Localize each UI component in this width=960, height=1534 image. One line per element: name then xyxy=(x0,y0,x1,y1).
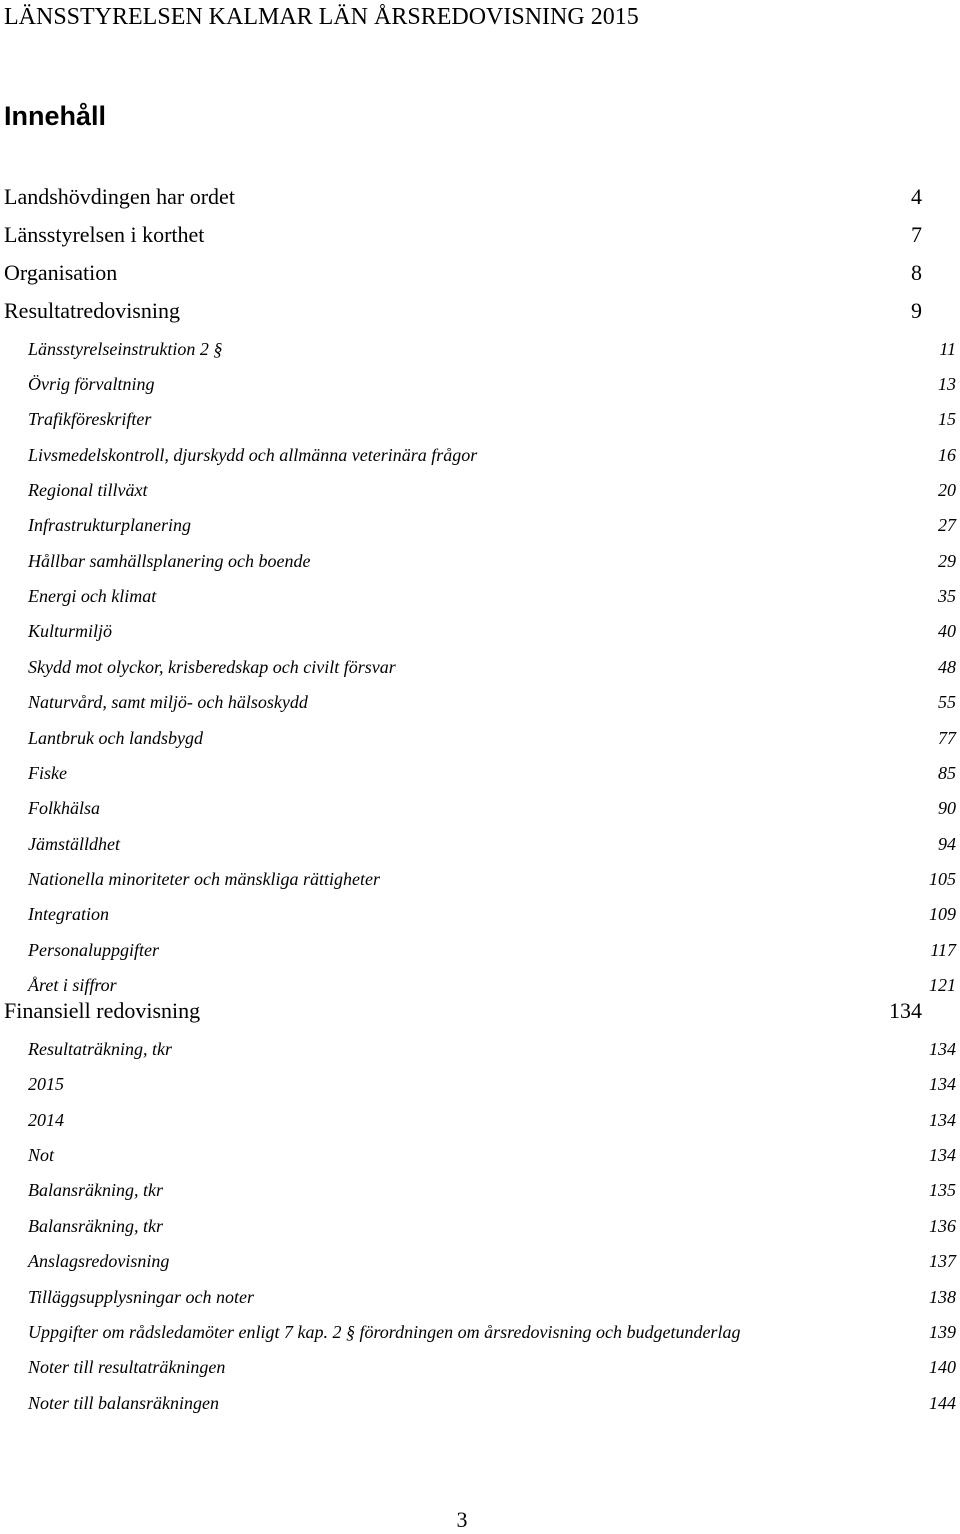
toc-entry-livsmedelskontroll[interactable] xyxy=(28,442,956,468)
toc-entry-page: 85 xyxy=(938,763,956,783)
toc-entry-page: 139 xyxy=(929,1322,956,1342)
toc-entry-radsledamoter[interactable] xyxy=(28,1319,956,1345)
page-number: 3 xyxy=(456,1507,468,1532)
toc-entry-page: 35 xyxy=(938,586,956,606)
toc-entry-label: Trafikföreskrifter xyxy=(28,409,152,429)
toc-entry-ovrig-forvaltning[interactable] xyxy=(28,371,956,397)
toc-entry-jamstalldhet[interactable] xyxy=(28,831,956,857)
toc-entry-page: 90 xyxy=(938,798,956,818)
toc-entry-label: Landshövdingen har ordet xyxy=(4,184,235,209)
toc-entry-label: Länsstyrelseinstruktion 2 § xyxy=(28,339,223,359)
toc-entry-label: Balansräkning, tkr xyxy=(28,1216,163,1236)
toc-entry-page: 135 xyxy=(929,1180,956,1200)
toc-entry-skydd-mot-olyckor[interactable] xyxy=(28,654,956,680)
toc-entry-personaluppgifter[interactable] xyxy=(28,937,956,963)
toc-entry-label: Not xyxy=(28,1145,55,1165)
toc-entry-energi-och-klimat[interactable] xyxy=(28,583,956,609)
toc-entry-page: 134 xyxy=(929,1074,956,1094)
toc-entry-label: Kulturmiljö xyxy=(28,621,113,641)
toc-entry-label: Organisation xyxy=(4,260,118,285)
toc-entry-label: Uppgifter om rådsledamöter enligt 7 kap. 2 § förordningen om årsredovisning och budgetunderlag xyxy=(28,1322,741,1342)
toc-entry-page: 134 xyxy=(929,1039,956,1059)
toc-entry-lansstyrelsen-i-korthet[interactable] xyxy=(4,220,922,250)
toc-entry-page: 137 xyxy=(929,1251,956,1271)
toc-entry-anslagsredovisning[interactable] xyxy=(28,1248,956,1274)
toc-entry-label: Noter till resultaträkningen xyxy=(28,1357,226,1377)
toc-entry-label: Integration xyxy=(28,904,109,924)
toc-entry-fiske[interactable] xyxy=(28,760,956,786)
toc-entry-label: Livsmedelskontroll, djurskydd och allmänna veterinära frågor xyxy=(28,445,478,465)
toc-entry-label: Anslagsredovisning xyxy=(28,1251,170,1271)
toc-entry-page: 109 xyxy=(929,904,956,924)
toc-entry-2015[interactable] xyxy=(28,1071,956,1097)
toc-entry-page: 134 xyxy=(889,998,922,1023)
toc-entry-page: 134 xyxy=(929,1110,956,1130)
toc-entry-page: 94 xyxy=(938,834,956,854)
toc-entry-regional-tillvaxt[interactable] xyxy=(28,477,956,503)
toc-entry-lansstyrelseinstruktion[interactable] xyxy=(28,336,956,362)
toc-entry-page: 8 xyxy=(911,260,922,285)
toc-entry-label: Övrig förvaltning xyxy=(28,374,155,394)
toc-entry-trafikforeskrifter[interactable] xyxy=(28,406,956,432)
toc-entry-label: Tilläggsupplysningar och noter xyxy=(28,1287,255,1307)
toc-entry-page: 4 xyxy=(911,184,922,209)
toc-entry-label: Lantbruk och landsbygd xyxy=(28,728,203,748)
toc-entry-page: 16 xyxy=(938,445,956,465)
toc-entry-balansrakning-136[interactable] xyxy=(28,1213,956,1239)
toc-title: Innehåll xyxy=(4,101,107,131)
toc-entry-label: Året i siffror xyxy=(28,975,117,995)
toc-entry-label: Balansräkning, tkr xyxy=(28,1180,163,1200)
toc-entry-balansrakning-135[interactable] xyxy=(28,1177,956,1203)
toc-entry-label: Länsstyrelsen i korthet xyxy=(4,222,205,247)
toc-entry-organisation[interactable] xyxy=(4,258,922,288)
toc-entry-page: 105 xyxy=(929,869,956,889)
toc-entry-infrastrukturplanering[interactable] xyxy=(28,512,956,538)
toc-entry-label: Finansiell redovisning xyxy=(4,998,201,1023)
toc-entry-page: 20 xyxy=(938,480,956,500)
toc-entry-noter-balansrakningen[interactable] xyxy=(28,1390,956,1416)
toc-entry-page: 13 xyxy=(938,374,956,394)
toc-entry-page: 77 xyxy=(938,728,956,748)
toc-entry-label: Regional tillväxt xyxy=(28,480,148,500)
toc-entry-page: 140 xyxy=(929,1357,956,1377)
toc-entry-label: Skydd mot olyckor, krisberedskap och civilt försvar xyxy=(28,657,396,677)
toc-entry-landshovdingen[interactable] xyxy=(4,182,922,212)
toc-entry-label: Resultaträkning, tkr xyxy=(28,1039,172,1059)
toc-entry-lantbruk-och-landsbygd[interactable] xyxy=(28,725,956,751)
toc-entry-page: 29 xyxy=(938,551,956,571)
toc-entry-2014[interactable] xyxy=(28,1107,956,1133)
toc-entry-label: Naturvård, samt miljö- och hälsoskydd xyxy=(28,692,308,712)
toc-entry-label: Resultatredovisning xyxy=(4,298,180,323)
toc-entry-label: Personaluppgifter xyxy=(28,940,159,960)
toc-entry-page: 40 xyxy=(938,621,956,641)
toc-entry-page: 7 xyxy=(911,222,922,247)
toc-entry-label: Energi och klimat xyxy=(28,586,157,606)
toc-entry-label: Infrastrukturplanering xyxy=(28,515,192,535)
toc-entry-page: 27 xyxy=(938,515,956,535)
toc-entry-label: Jämställdhet xyxy=(28,834,120,854)
toc-entry-label: 2014 xyxy=(28,1110,64,1130)
toc-entry-label: Folkhälsa xyxy=(28,798,100,818)
toc-entry-page: 138 xyxy=(929,1287,956,1307)
toc-entry-resultatrakning[interactable] xyxy=(28,1036,956,1062)
toc-entry-resultatredovisning[interactable] xyxy=(4,296,922,326)
toc-entry-label: Hållbar samhällsplanering och boende xyxy=(28,551,311,571)
toc-entry-page: 15 xyxy=(938,409,956,429)
toc-entry-kulturmiljo[interactable] xyxy=(28,618,956,644)
toc-entry-folkhalsa[interactable] xyxy=(28,795,956,821)
toc-entry-noter-resultatrakningen[interactable] xyxy=(28,1354,956,1380)
toc-entry-page: 9 xyxy=(911,298,922,323)
toc-entry-page: 48 xyxy=(938,657,956,677)
toc-entry-label: 2015 xyxy=(28,1074,64,1094)
toc-entry-hallbar-samhallsplanering[interactable] xyxy=(28,548,956,574)
toc-entry-page: 136 xyxy=(929,1216,956,1236)
toc-entry-nationella-minoriteter[interactable] xyxy=(28,866,956,892)
toc-entry-label: Nationella minoriteter och mänskliga rättigheter xyxy=(28,869,380,889)
toc-entry-label: Noter till balansräkningen xyxy=(28,1393,219,1413)
toc-entry-finansiell-redovisning[interactable] xyxy=(4,996,922,1026)
toc-entry-tillaggsupplysningar[interactable] xyxy=(28,1284,956,1310)
running-header: LÄNSSTYRELSEN KALMAR LÄN ÅRSREDOVISNING 2015 xyxy=(4,4,639,30)
toc-entry-page: 55 xyxy=(938,692,956,712)
toc-entry-page: 117 xyxy=(930,940,956,960)
toc-entry-integration[interactable] xyxy=(28,901,956,927)
toc-entry-page: 134 xyxy=(929,1145,956,1165)
toc-entry-naturvard[interactable] xyxy=(28,689,956,715)
toc-entry-aret-i-siffror[interactable] xyxy=(28,972,956,998)
toc-entry-not[interactable] xyxy=(28,1142,956,1168)
toc-entry-page: 121 xyxy=(929,975,956,995)
toc-entry-page: 144 xyxy=(929,1393,956,1413)
toc-entry-label: Fiske xyxy=(28,763,67,783)
toc-entry-page: 11 xyxy=(939,339,956,359)
